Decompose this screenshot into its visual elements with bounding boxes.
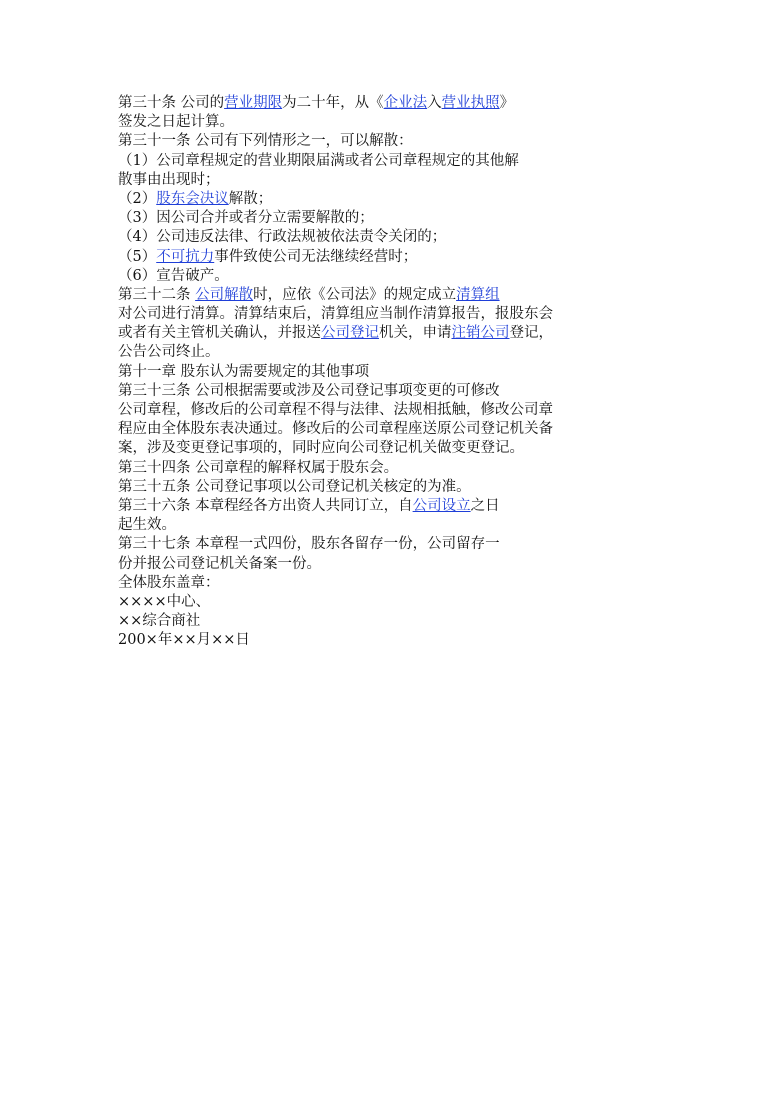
text-segment: 机关，申请 bbox=[379, 325, 452, 342]
text-segment: 解散； bbox=[228, 190, 273, 207]
hyperlink[interactable]: 公司解散 bbox=[195, 286, 254, 303]
text-line bbox=[118, 267, 598, 286]
text-segment: （2） bbox=[118, 190, 157, 207]
text-line bbox=[118, 152, 598, 171]
text-line bbox=[118, 248, 598, 267]
text-line bbox=[118, 612, 598, 631]
hyperlink[interactable]: 不可抗力 bbox=[156, 248, 215, 265]
text-line bbox=[118, 343, 598, 362]
text-line bbox=[118, 209, 598, 228]
text-line bbox=[118, 94, 598, 113]
text-segment: 之日 bbox=[470, 497, 500, 514]
text-segment: 案，涉及变更登记事项的，同时应向公司登记机关做变更登记。 bbox=[118, 440, 524, 457]
text-segment: 公告公司终止。 bbox=[118, 344, 220, 361]
text-line bbox=[118, 132, 598, 151]
text-segment: 事件致使公司无法继续经营时； bbox=[214, 248, 418, 265]
text-line bbox=[118, 459, 598, 478]
hyperlink[interactable]: 股东会决议 bbox=[156, 190, 229, 207]
text-line bbox=[118, 305, 598, 324]
text-line bbox=[118, 401, 598, 420]
text-segment: 公司章程，修改后的公司章程不得与法律、法规相抵触，修改公司章 bbox=[118, 402, 553, 418]
text-segment: 散事由出现时； bbox=[118, 171, 220, 188]
hyperlink[interactable]: 公司设立 bbox=[412, 497, 471, 514]
document-body bbox=[118, 94, 598, 650]
text-line bbox=[118, 478, 598, 497]
text-line bbox=[118, 420, 598, 439]
text-segment: ××综合商社 bbox=[118, 613, 201, 630]
text-line bbox=[118, 516, 598, 535]
text-line bbox=[118, 593, 598, 612]
text-line bbox=[118, 631, 598, 650]
text-segment: 200×年××月××日 bbox=[118, 632, 250, 649]
hyperlink[interactable]: 清算组 bbox=[456, 286, 500, 303]
text-line bbox=[118, 113, 598, 132]
text-line bbox=[118, 171, 598, 190]
text-segment: （5） bbox=[118, 248, 157, 265]
text-line bbox=[118, 555, 598, 574]
text-line bbox=[118, 535, 598, 554]
text-segment: 全体股东盖章： bbox=[118, 574, 220, 591]
text-line bbox=[118, 286, 598, 305]
text-segment: 程应由全体股东表决通过。修改后的公司章程座送原公司登记机关备 bbox=[118, 421, 553, 438]
text-segment: 登记， bbox=[509, 325, 553, 342]
text-segment: 第三十四条 公司章程的解释权属于股东会。 bbox=[118, 459, 399, 476]
text-segment: 入 bbox=[427, 95, 442, 111]
text-segment: 第十一章 股东认为需要规定的其他事项 bbox=[118, 363, 370, 380]
text-segment: 第三十条 公司的 bbox=[118, 95, 225, 111]
hyperlink[interactable]: 注销公司 bbox=[451, 325, 510, 342]
text-line bbox=[118, 363, 598, 382]
text-line bbox=[118, 228, 598, 247]
text-segment: 对公司进行清算。清算结束后，清算组应当制作清算报告，报股东会 bbox=[118, 306, 553, 323]
text-segment: 签发之日起计算。 bbox=[118, 114, 234, 131]
text-segment: 第三十六条 本章程经各方出资人共同订立，自 bbox=[118, 497, 413, 514]
text-line bbox=[118, 190, 598, 209]
hyperlink[interactable]: 企业法 bbox=[383, 95, 428, 111]
text-segment: 第三十五条 公司登记事项以公司登记机关核定的为准。 bbox=[118, 478, 471, 495]
text-line bbox=[118, 439, 598, 458]
text-line bbox=[118, 324, 598, 343]
text-line bbox=[118, 574, 598, 593]
text-segment: （4）公司违反法律、行政法规被依法责令关闭的； bbox=[118, 229, 447, 246]
text-segment: 起生效。 bbox=[118, 517, 176, 534]
text-segment: 第三十三条 公司根据需要或涉及公司登记事项变更的可修改 bbox=[118, 382, 500, 399]
text-segment: （3）因公司合并或者分立需要解散的； bbox=[118, 210, 374, 227]
text-segment: （6）宣告破产。 bbox=[118, 267, 229, 284]
text-segment: 第三十二条 bbox=[118, 286, 196, 303]
text-line bbox=[118, 497, 598, 516]
hyperlink[interactable]: 营业期限 bbox=[224, 95, 283, 111]
text-segment: 第三十七条 本章程一式四份，股东各留存一份，公司留存一 bbox=[118, 536, 500, 553]
text-segment: （1）公司章程规定的营业期限届满或者公司章程规定的其他解 bbox=[118, 152, 519, 169]
text-segment: 或者有关主管机关确认，并报送 bbox=[118, 325, 321, 342]
text-segment: 为二十年，从《 bbox=[282, 95, 384, 111]
text-segment: ××××中心、 bbox=[118, 593, 211, 610]
hyperlink[interactable]: 公司登记 bbox=[321, 325, 379, 342]
text-segment: 第三十一条 公司有下列情形之一，可以解散： bbox=[118, 133, 413, 150]
text-segment: 》 bbox=[499, 95, 515, 111]
text-segment: 份并报公司登记机关备案一份。 bbox=[118, 555, 321, 572]
hyperlink[interactable]: 营业执照 bbox=[441, 95, 500, 111]
text-line bbox=[118, 382, 598, 401]
text-segment: 时，应依《公司法》的规定成立 bbox=[253, 286, 457, 303]
